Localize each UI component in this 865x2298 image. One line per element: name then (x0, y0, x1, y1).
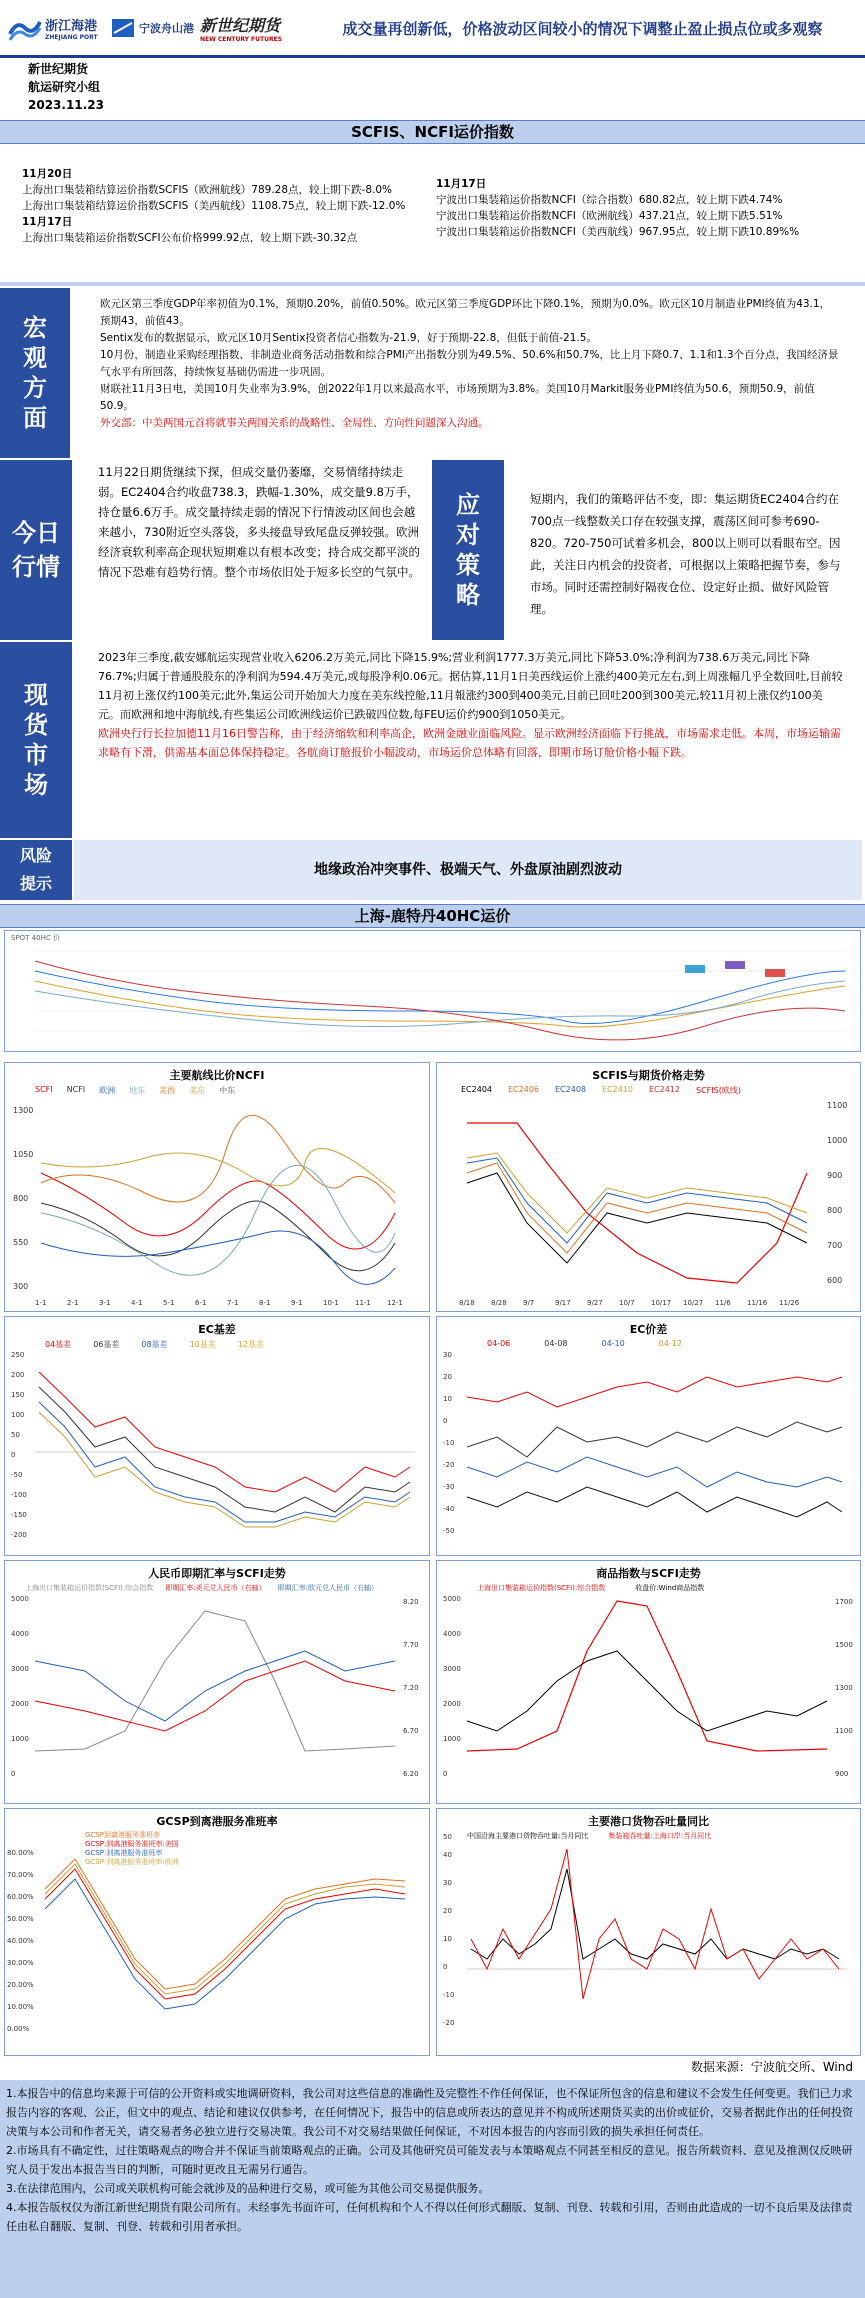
svg-text:10-1: 10-1 (323, 1299, 339, 1307)
report-date: 2023.11.23 (28, 98, 104, 112)
svg-text:0.00%: 0.00% (7, 2025, 30, 2033)
svg-text:800: 800 (13, 1194, 29, 1203)
scfis-box (22, 164, 434, 256)
svg-text:6-1: 6-1 (195, 1299, 207, 1307)
svg-text:30: 30 (443, 1879, 452, 1887)
svg-text:300: 300 (13, 1282, 29, 1291)
legend-item: 美东 (189, 1086, 206, 1095)
ncfi-line: 宁波出口集装箱运价指数NCFI（欧洲航线）437.21点，较上期下跌5.51% (436, 210, 783, 222)
legend-item: SCFI (35, 1085, 53, 1094)
topchart-title: SPOT 40HC 价 (11, 934, 60, 942)
section-spot-rate: 上海-鹿特丹40HC运价 (0, 904, 865, 928)
macro-line: 10月份，制造业采购经理指数、非制造业商务活动指数和综合PMI产出指数分别为49.5%、50.6%和50.7%，比上月下降0.7、1.1和1.3个百分点，我国经济景气水平有所回落，持续恢复基础仍需进一步巩固。 (100, 349, 839, 378)
logo2-text: 宁波舟山港 (139, 22, 194, 35)
svg-text:6.20: 6.20 (403, 1770, 419, 1778)
svg-text:5-1: 5-1 (163, 1299, 175, 1307)
legend-item: 即期汇率:美元兑人民币（右轴） (165, 1584, 266, 1592)
report-meta (28, 60, 104, 114)
svg-text:1050: 1050 (13, 1150, 34, 1159)
spot-label: 现货市场 (0, 642, 72, 838)
svg-text:3000: 3000 (11, 1665, 29, 1673)
svg-text:-150: -150 (11, 1511, 27, 1519)
company-name: 新世纪期货 (28, 62, 89, 76)
macro-line: 财联社11月3日电，美国10月失业率为3.9%，创2022年1月以来最高水平，市场预期为3.8%。美国10月Markit服务业PMI终值为50.6，预期50.9，前值50.9。 (100, 383, 815, 412)
svg-text:8-1: 8-1 (259, 1299, 271, 1307)
chart-title: 主要港口货物吞吐量同比 (588, 1815, 709, 1828)
svg-text:30.00%: 30.00% (7, 1959, 34, 1967)
legend-item: 上海出口集装箱运价指数(SCFI):综合指数 (477, 1584, 606, 1592)
svg-text:-100: -100 (11, 1491, 27, 1499)
svg-text:0: 0 (443, 1417, 448, 1425)
svg-text:1000: 1000 (827, 1136, 848, 1145)
logo1-text: 浙江海港 (45, 19, 98, 34)
svg-text:50: 50 (11, 1431, 20, 1439)
svg-text:-20: -20 (443, 2019, 455, 2027)
legend-item: EC2410 (602, 1085, 633, 1094)
legend-item: 地东 (129, 1086, 146, 1095)
svg-text:1100: 1100 (835, 1727, 853, 1735)
ncfi-line: 11月17日 (436, 178, 487, 190)
svg-text:5000: 5000 (443, 1595, 461, 1603)
svg-text:4-1: 4-1 (131, 1299, 143, 1307)
team-name: 航运研究小组 (28, 80, 101, 94)
chart-svg (437, 1561, 860, 1805)
legend-item: 12基差 (237, 1340, 264, 1349)
legend-item: 04基差 (45, 1340, 72, 1349)
svg-text:8.20: 8.20 (403, 1598, 419, 1606)
scfis-line: 11月17日 (22, 216, 73, 228)
svg-text:3-1: 3-1 (99, 1299, 111, 1307)
svg-text:0: 0 (11, 1770, 16, 1778)
scfis-line: 上海出口集装箱运价指数SCFI公布价格999.92点，较上期下跌-30.32点 (22, 232, 358, 244)
chart-title: EC价差 (629, 1323, 668, 1336)
legend-item: 美西 (159, 1086, 176, 1095)
svg-text:6.70: 6.70 (403, 1727, 419, 1735)
chart-svg (437, 1809, 860, 2057)
logo1-sub: ZHEJIANG PORT (45, 34, 98, 41)
svg-text:3000: 3000 (443, 1665, 461, 1673)
legend-item: GCSP到离港服务准班率 (85, 1831, 160, 1839)
section-scfis-ncfi: SCFIS、NCFI运价指数 (0, 120, 865, 144)
svg-text:4000: 4000 (443, 1630, 461, 1638)
chart-title: EC基差 (198, 1323, 236, 1336)
svg-text:1000: 1000 (443, 1735, 461, 1743)
chart-svg (437, 1063, 860, 1313)
macro-content (72, 288, 862, 458)
svg-text:2-1: 2-1 (67, 1299, 79, 1307)
svg-text:11/26: 11/26 (779, 1299, 800, 1307)
chart-svg (5, 1809, 429, 2057)
divider (0, 282, 865, 286)
svg-text:700: 700 (827, 1241, 843, 1250)
svg-text:-200: -200 (11, 1531, 27, 1539)
svg-text:9/27: 9/27 (587, 1299, 603, 1307)
wave-logo-icon (8, 14, 42, 42)
legend-item: SCFIS(欧线) (696, 1086, 741, 1095)
chart-marker (685, 965, 705, 973)
svg-text:30: 30 (443, 1351, 452, 1359)
svg-text:1100: 1100 (827, 1101, 848, 1110)
legend-item: EC2408 (555, 1085, 586, 1094)
svg-text:1-1: 1-1 (35, 1299, 47, 1307)
spot-red-text: 欧洲央行行长拉加德11月16日警告称，由于经济缩软和利率高企，欧洲金融业面临风险。显示欧洲经济面临下行挑战，市场需求走低。本周，市场运输需求略有下滑，供需基本面总体保持稳定。各航商订舱报价小幅波动，市场运价总体略有回落，即期市场订舱价格小幅下跌。 (98, 727, 841, 759)
legend-item: 10基差 (189, 1340, 216, 1349)
svg-text:1300: 1300 (835, 1684, 853, 1692)
legend-item: 集装箱吞吐量:上海口岸:当月同比 (608, 1832, 712, 1840)
spot-content (74, 642, 862, 838)
svg-text:1500: 1500 (835, 1641, 853, 1649)
svg-text:9/17: 9/17 (555, 1299, 571, 1307)
svg-text:8/18: 8/18 (459, 1299, 475, 1307)
svg-text:10/27: 10/27 (683, 1299, 704, 1307)
scfis-line: 上海出口集装箱结算运价指数SCFIS（美西航线）1108.75点，较上期下跌-12.0% (22, 200, 406, 212)
chart-port-throughput (436, 1808, 861, 2056)
svg-text:2000: 2000 (11, 1700, 29, 1708)
svg-text:20.00%: 20.00% (7, 1981, 34, 1989)
legend-item: EC2406 (508, 1085, 539, 1094)
svg-text:-50: -50 (11, 1471, 23, 1479)
chart-gcsp (4, 1808, 430, 2056)
svg-text:0: 0 (443, 1770, 448, 1778)
svg-text:70.00%: 70.00% (7, 1871, 34, 1879)
svg-text:100: 100 (11, 1411, 25, 1419)
port-logo-icon (110, 15, 136, 41)
svg-text:7.70: 7.70 (403, 1641, 419, 1649)
svg-text:550: 550 (13, 1238, 29, 1247)
svg-text:-20: -20 (443, 1461, 455, 1469)
chart-ec-basis (4, 1316, 430, 1556)
svg-text:-10: -10 (443, 1439, 455, 1447)
legend-item: 收盘价:Wind商品指数 (635, 1584, 705, 1592)
svg-text:7.20: 7.20 (403, 1684, 419, 1692)
chart-marker (765, 969, 785, 977)
svg-text:60.00%: 60.00% (7, 1893, 34, 1901)
svg-text:1300: 1300 (13, 1106, 34, 1115)
svg-text:250: 250 (11, 1351, 25, 1359)
chart-title: SCFIS与期货价格走势 (592, 1069, 705, 1082)
svg-text:40: 40 (443, 1851, 452, 1859)
chart-title: 主要航线比价NCFI (169, 1069, 265, 1082)
svg-text:0: 0 (443, 1963, 448, 1971)
strategy-label: 应对策略 (432, 460, 504, 640)
macro-line: 欧元区第三季度GDP年率初值为0.1%，预期0.20%，前值0.50%。欧元区第三季度GDP环比下降0.1%，预期为0.0%。欧元区10月制造业PMI终值为43.1，预期43，前值43。 (100, 298, 831, 327)
legend-item: 即期汇率:欧元兑人民币（右轴） (277, 1584, 378, 1592)
strategy-text: 短期内，我们的策略评估不变，即：集运期货EC2404合约在700点一线整数关口存在较强支撑，震荡区间可参考690-820。720-750可试着多机会，800以上则可以看眼布空。因此，关注日内机会的投资者，可根据以上策略把握节奏，参与市场。同时还需控制好隔夜仓位、设定好止损、做好风险管理。 (530, 492, 841, 616)
chart-title: 商品指数与SCFI走势 (596, 1567, 701, 1580)
svg-text:5000: 5000 (11, 1595, 29, 1603)
chart-svg (437, 1317, 860, 1557)
chart-svg (5, 1561, 429, 1805)
svg-text:10: 10 (443, 1395, 452, 1403)
svg-text:9-1: 9-1 (291, 1299, 303, 1307)
scfis-line: 上海出口集装箱结算运价指数SCFIS（欧洲航线）789.28点，较上期下跌-8.0% (22, 184, 393, 196)
report-header (0, 0, 865, 58)
ncfi-line: 宁波出口集装箱运价指数NCFI（综合指数）680.82点，较上期下跌4.74% (436, 194, 783, 206)
svg-text:-50: -50 (443, 1527, 455, 1535)
legend-item: 中东 (219, 1086, 236, 1095)
legend-item: 04-06 (487, 1339, 511, 1348)
legend-item: 04-12 (658, 1339, 682, 1348)
svg-text:800: 800 (827, 1206, 843, 1215)
legend-item: GCSP:到离港服务准班率:美国 (85, 1840, 179, 1848)
legend-item: EC2404 (461, 1085, 492, 1094)
svg-text:11/16: 11/16 (747, 1299, 768, 1307)
legend-item: NCFI (66, 1085, 86, 1094)
legend-item: 欧洲 (99, 1086, 116, 1095)
svg-text:900: 900 (827, 1171, 843, 1180)
svg-text:10: 10 (443, 1935, 452, 1943)
disclaimer-line: 1.本报告中的信息均来源于可信的公开资料或实地调研资料，我公司对这些信息的准确性及完整性不作任何保证，也不保证所包含的信息和建议不会发生任何变更。我们已力求报告内容的客观、公正，但文中的观点、结论和建议仅供参考，在任何情况下，报告中的信息或所表达的意见并不构成所述期货买卖的出价或征价，交易者据此作出的任何投资决策与本公司和作者无关，请交易者务必独立进行交易决策。我公司不对交易结果做任何保证，不对因本报告的内容而引致的损失承担任何责任。 (6, 2087, 853, 2138)
logo3-text: 新世纪期货 (200, 16, 281, 35)
svg-text:1700: 1700 (835, 1598, 853, 1606)
svg-text:-10: -10 (443, 1991, 455, 1999)
spot-text: 2023年三季度,截安娜航运实现营业收入6206.2万美元,同比下降15.9%;营业利润1777.3万美元,同比下降53.0%;净利润为738.6万美元,同比下降76.7%;归属于普通股股东的净利润为594.4万美元,或每股净利0.06元。据估算,11月1日美西线运价上涨约400美元左右,到上周涨幅几乎全数回吐,目前较11月初上涨仅约100美元;此外,集运公司开始加大力度在美东线控舱,11月報涨约300到400美元,目前已回吐200到300美元,较11月初上涨仅约100美元。而欧洲和地中海航线,有些集运公司欧洲线运价已跌破四位数,每FEU运价约900到1050美元。 (98, 651, 843, 721)
svg-text:600: 600 (827, 1276, 843, 1285)
today-text: 11月22日期货继续下探，但成交量仍萎靡，交易情绪持续走弱。EC2404合约收盘738.3，跌幅-1.30%，成交量9.8万手，持仓量6.6万手。成交量持续走弱的情况下行情波动区间也会越来越小，730附近空头落袋，多头接盘导致尾盘反弹较强。欧洲经济衰软利率高企现状短期难以有根本改变；持合成交都平淡的情况下恐难有趋势行情。整个市场依旧处于短多长空的气氛中。 (98, 465, 420, 579)
chart-commodity-scfi (436, 1560, 861, 1804)
chart-scfis-futures (436, 1062, 861, 1312)
chart-title: 人民币即期汇率与SCFI走势 (148, 1567, 286, 1580)
data-source: 数据来源：宁波航交所、Wind (690, 2060, 853, 2074)
svg-text:11/6: 11/6 (715, 1299, 731, 1307)
logo3-sub: NEW CENTURY FUTURES (200, 36, 283, 43)
svg-text:80.00%: 80.00% (7, 1849, 34, 1857)
disclaimer-line: 3.在法律范围内，公司或关联机构可能会就涉及的品种进行交易，或可能为其他公司交易提供服务。 (6, 2182, 490, 2195)
spot-40hc-svg (5, 931, 860, 1051)
svg-text:150: 150 (11, 1391, 25, 1399)
svg-text:11-1: 11-1 (355, 1299, 371, 1307)
new-century-logo (200, 8, 282, 48)
scfis-line: 11月20日 (22, 168, 73, 180)
svg-text:12-1: 12-1 (387, 1299, 403, 1307)
disclaimer-line: 4.本报告版权仅为浙江新世纪期货有限公司所有。未经事先书面许可，任何机构和个人不得以任何形式翻版、复制、刊登、转载和引用，否则由此造成的一切不良后果及法律责任由私自翻版、复制、刊登、转载和引用者承担。 (6, 2201, 853, 2233)
svg-text:0: 0 (11, 1451, 16, 1459)
svg-text:-30: -30 (443, 1483, 455, 1491)
report-title: 成交量再创新低，价格波动区间较小的情况下调整止盈止损点位或多观察 (342, 20, 823, 38)
legend-item: EC2412 (649, 1085, 680, 1094)
macro-label: 宏观方面 (0, 288, 70, 458)
chart-svg (5, 1317, 429, 1557)
ncfi-line: 宁波出口集装箱运价指数NCFI（美西航线）967.95点，较上期下跌10.89%% (436, 226, 800, 238)
zhejiang-port-logo (8, 8, 98, 48)
svg-text:900: 900 (835, 1770, 849, 1778)
chart-ec-spread (436, 1316, 861, 1556)
chart-rmb-scfi (4, 1560, 430, 1804)
macro-line: Sentix发布的数据显示，欧元区10月Sentix投资者信心指数为-21.9，好于预期-22.8，但低于前值-21.5。 (100, 332, 597, 344)
svg-text:10/17: 10/17 (651, 1299, 672, 1307)
svg-text:10.00%: 10.00% (7, 2003, 34, 2011)
ncfi-box (436, 176, 858, 256)
svg-text:-40: -40 (443, 1505, 455, 1513)
svg-text:4000: 4000 (11, 1630, 29, 1638)
chart-marker (725, 961, 745, 969)
chart-svg (5, 1063, 429, 1313)
svg-text:50: 50 (443, 1833, 452, 1841)
svg-text:20: 20 (443, 1907, 452, 1915)
strategy-content (506, 460, 862, 640)
svg-text:7-1: 7-1 (227, 1299, 239, 1307)
today-label: 今日行情 (0, 460, 72, 640)
svg-text:8/28: 8/28 (491, 1299, 507, 1307)
legend-item: 08基差 (141, 1340, 168, 1349)
disclaimer-footer (0, 2080, 865, 2298)
svg-text:200: 200 (11, 1371, 25, 1379)
svg-text:2000: 2000 (443, 1700, 461, 1708)
svg-text:20: 20 (443, 1373, 452, 1381)
svg-text:10/7: 10/7 (619, 1299, 635, 1307)
legend-item: GCSP:到离港服务准班率:欧洲 (85, 1858, 179, 1866)
svg-text:1000: 1000 (11, 1735, 29, 1743)
disclaimer-line: 2.市场具有不确定性，过往策略观点的吻合并不保证当前策略观点的正确。公司及其他研究员可能发表与本策略观点不同甚至相反的意见。报告所载资料、意见及推测仅反映研究人员于发出本报告当日的判断，可随时更改且无需另行通告。 (6, 2144, 853, 2176)
macro-red-line: 外交部：中美两国元首将就事关两国关系的战略性、全局性、方向性问题深入沟通。 (100, 417, 489, 429)
ningbo-port-logo (110, 8, 194, 48)
legend-item: 中国沿海主要港口货物吞吐量:当月同比 (467, 1832, 589, 1840)
svg-text:40.00%: 40.00% (7, 1937, 34, 1945)
legend-item: 04-10 (601, 1339, 625, 1348)
legend-item: 06基差 (93, 1340, 120, 1349)
legend-item: 04-08 (544, 1339, 568, 1348)
legend-item: GCSP:到离港服务准班率 (85, 1849, 163, 1857)
today-content (74, 460, 434, 640)
spot-40hc-chart (4, 930, 861, 1052)
svg-text:50.00%: 50.00% (7, 1915, 34, 1923)
chart-ncfi-routes (4, 1062, 430, 1312)
risk-label: 风险提示 (0, 840, 72, 900)
chart-title: GCSP到离港服务准班率 (156, 1815, 278, 1828)
risk-content: 地缘政治冲突事件、极端天气、外盘原油剧烈波动 (74, 840, 862, 900)
svg-text:9/7: 9/7 (523, 1299, 535, 1307)
legend-item: 上海出口集装箱运价指数(SCFI):综合指数 (25, 1584, 154, 1592)
